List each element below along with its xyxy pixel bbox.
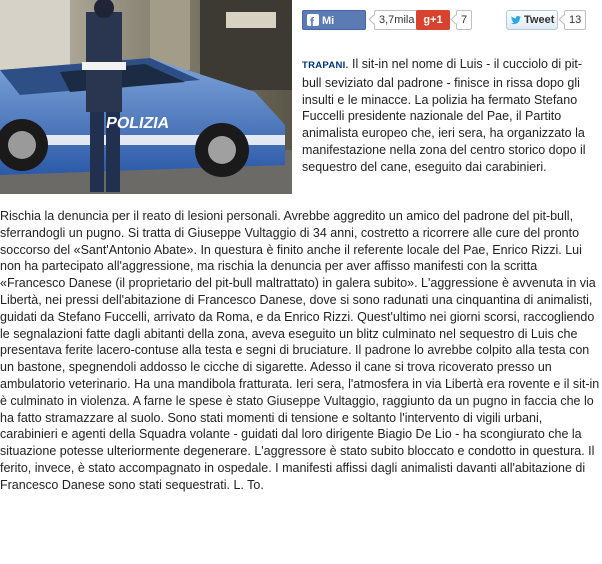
police-car-photo — [0, 0, 292, 194]
facebook-like-button[interactable] — [302, 10, 366, 47]
google-plus-button[interactable]: g+1 — [416, 10, 450, 30]
article-photo — [0, 0, 292, 194]
like-label: Mi piace — [322, 15, 351, 47]
body-paragraph: Rischia la denuncia per il reato di lesioni personali. Avrebbe aggredito un amico del padrone del pit-bull, sferrandogli un pugno. Si tratta di Giuseppe Vultaggio di 34 anni, costretto a ricorrere alle cure del pronto soccorso del «Sant'Antonio Abate». In questura è finito anche il referente locale del Pae, Enrico Rizzi. Lui non ha partecipato all'aggressione, ma rischia la denuncia per aver affisso manifesti con la scritta «Francesco Danese (il proprietario del pit-bull maltrattato) in galera subito». L'aggressione è avvenuta in via Libertà, nei pressi dell'abitazione di Francesco Danese, dove si sono radunati una cinquantina di animalisti, guidati da Stefano Fuccelli, arrivato da Roma, e da Enrico Rizzi. Quest'ultimo nei giorni scorsi, raccogliendo le segnalazioni fatte dagli abitanti della zona, aveva eseguito un blitz culminato nel sequestro di Luis che presentava ferite lacero-contuse alla testa e segni di bruciature. Il padrone lo avrebbe colpito alla testa con un bastone, spegnendoli addosso le cicche di sigarette. Adesso il cane si trova ricoverato presso un ambulatorio veterinario. Ha una mandibola fratturata. Ieri sera, l'atmosfera in via Libertà era rovente e il sit-in è culminato in violenza. A farne le spese è stato Giuseppe Vultaggio, raggiunto da un pugno in faccia che lo ha fatto stramazzare al suolo. Sono stati momenti di tensione e soltanto l'intervento di vigili urbani, carabinieri e agenti della Squadra volante - guidati dal loro dirigente Biagio De Lio - ha scongiurato che la situazione potesse ulteriormente degenerare. L'aggressore è stato subito bloccato e condotto in questura. Il ferito, invece, è stato accompagnato in ospedale. I manifesti affissi dagli animalisti davanti all'abitazione di Francesco Danese sono stati sequestrati. L. To. — [0, 209, 600, 492]
twitter-bird-icon — [510, 14, 522, 26]
social-share-bar — [302, 8, 598, 47]
article-body — [0, 208, 601, 494]
facebook-icon — [307, 14, 319, 26]
tweet-button[interactable] — [506, 10, 558, 30]
dateline: TRAPANI. — [302, 60, 349, 71]
gplus-count: 7 — [456, 10, 472, 30]
article-lead — [302, 56, 600, 176]
car-lettering: POLIZIA — [104, 114, 171, 132]
tweet-count: 13 — [564, 10, 586, 30]
lead-paragraph: Il sit-in nel nome di Luis - il cucciolo di pit-bull seviziato dal padrone - finisce in rissa dopo gli insulti e le minacce. La polizia ha fermato Stefano Fuccelli presidente nazionale del Pae, il Partito animalista europeo che, ieri sera, ha organizzato la manifestazione nella zona del centro storico dopo il sequestro del cane, eseguito dai carabinieri. — [302, 57, 586, 174]
like-count: 3,7mila — [374, 10, 419, 30]
tweet-label: Tweet — [524, 14, 555, 26]
